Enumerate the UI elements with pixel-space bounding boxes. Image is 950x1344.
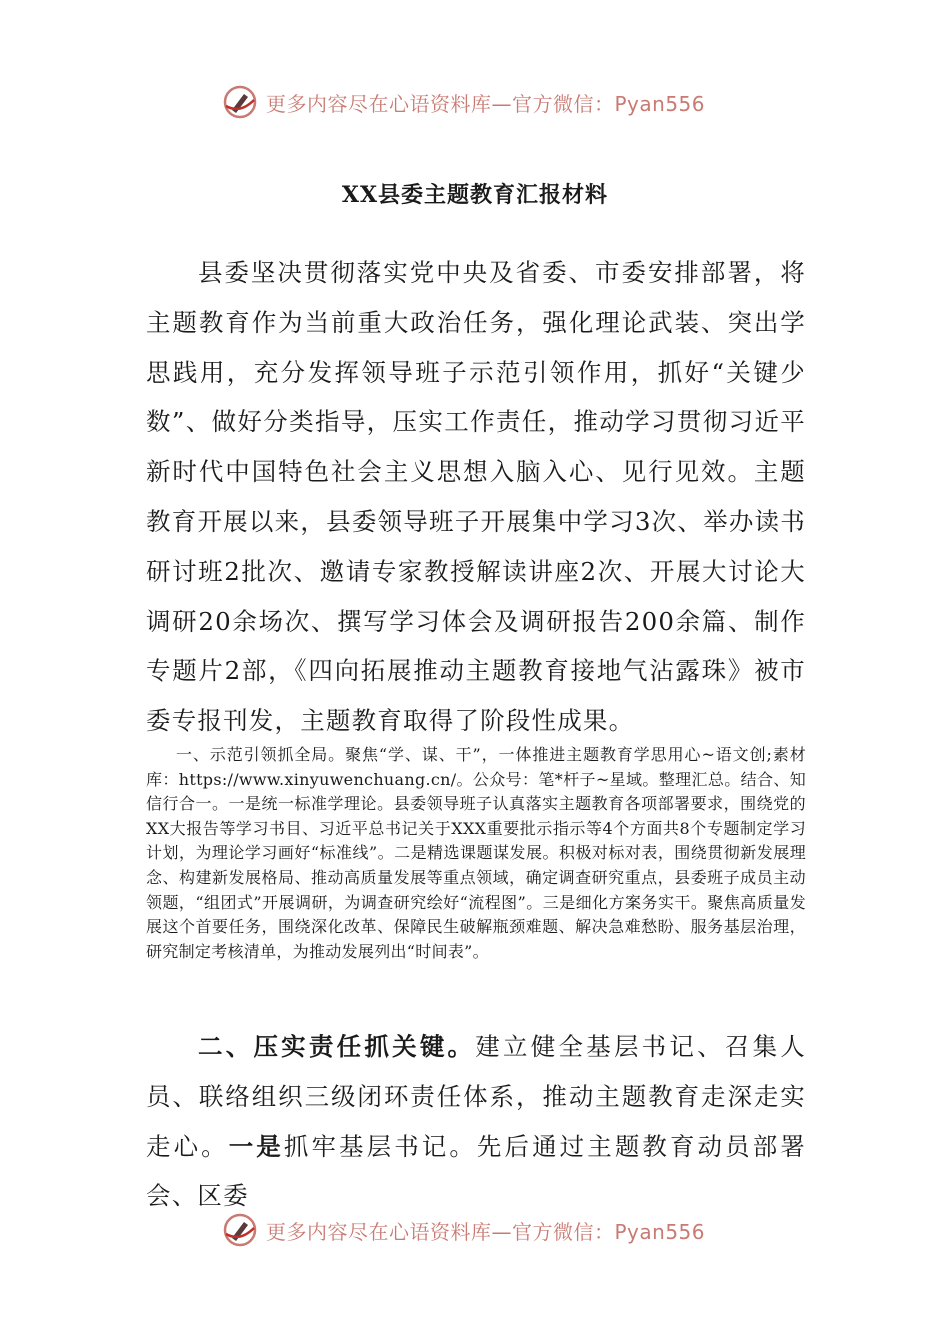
section2-paragraph [146, 1022, 806, 1221]
pen-logo-icon [222, 84, 258, 120]
watermark-text: 更多内容尽在心语资料库—官方微信：Pyan556 [266, 91, 706, 116]
header-watermark-banner [222, 80, 705, 124]
footer-watermark-banner [222, 1208, 705, 1252]
section1-paragraph: 一、示范引领抓全局。聚焦“学、谋、干”，一体推进主题教育学思用心~语文创;素材库：https://www.xinyuwenchuang.cn/。公众号：笔*杆子~星域。整理汇总。结合、知信行合一。一是统一标准学理论。县委领导班子认真落实主题教育各项部署要求，围绕党的XX大报告等学习书目、习近平总书记关于XXX重要批示指示等4个方面共8个专题制定学习计划，为理论学习画好“标准线”。二是精选课题谋发展。积极对标对表，围绕贯彻新发展理念、构建新发展格局、推动高质量发展等重点领域，确定调查研究重点，县委班子成员主动领题，“组团式”开展调研，为调查研究绘好“流程图”。三是细化方案务实干。聚焦高质量发展这个首要任务，围绕深化改革、保障民生破解瓶颈难题、解决急难愁盼、服务基层治理，研究制定考核清单，为推动发展列出“时间表”。 [146, 745, 806, 961]
document-title: XX县委主题教育汇报材料 [341, 182, 609, 208]
pen-logo-icon [222, 1212, 258, 1248]
section2-point1-label: 一是 [228, 1131, 284, 1161]
intro-paragraph: 县委坚决贯彻落实党中央及省委、市委安排部署，将主题教育作为当前重大政治任务，强化理论武装、突出学思践用，充分发挥领导班子示范引领作用，抓好“关键少数”、做好分类指导，压实工作责任，推动学习贯彻习近平新时代中国特色社会主义思想入脑入心、见行见效。主题教育开展以来，县委领导班子开展集中学习3次、举办读书研讨班2批次、邀请专家教授解读讲座2次、开展大讨论大调研20余场次、撰写学习体会及调研报告200余篇、制作专题片2部，《四向拓展推动主题教育接地气沾露珠》被市委专报刊发，主题教育取得了阶段性成果。 [146, 258, 806, 736]
section2-point1-text: 抓牢基层书记。先后通过主题教育动员部署会、区委 [146, 1131, 806, 1211]
watermark-text: 更多内容尽在心语资料库—官方微信：Pyan556 [266, 1219, 706, 1244]
section2-text: 建立健全基层书记、召集人员、联络组织三级闭环责任体系，推动主题教育走深走实走心。 [146, 1032, 807, 1161]
section2-heading: 二、压实责任抓关键。 [198, 1032, 476, 1061]
